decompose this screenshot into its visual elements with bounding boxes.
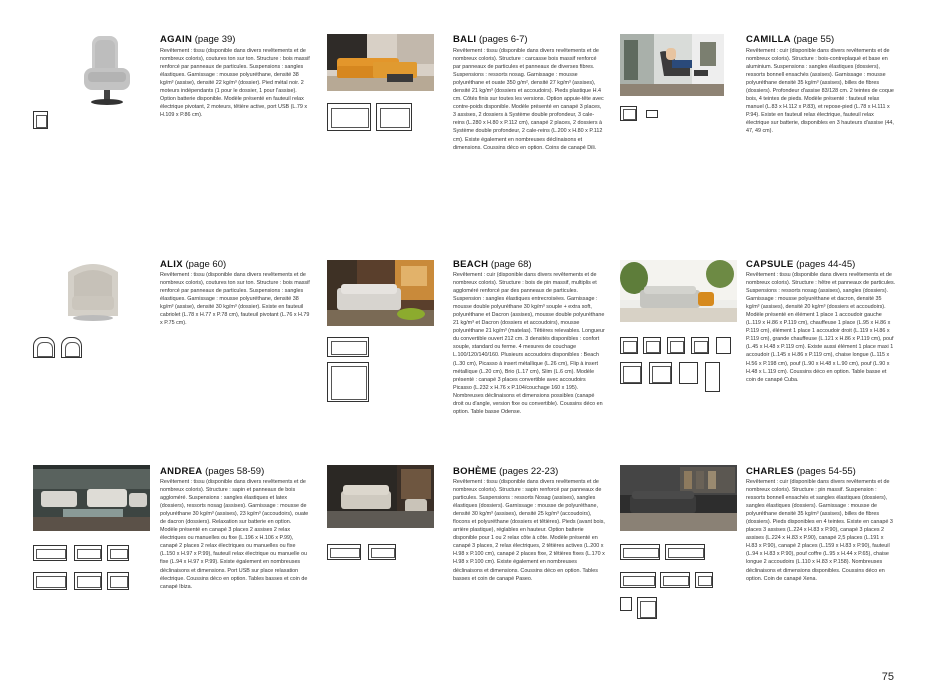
charles-sofa-3-places-2-seats-diagram (665, 544, 705, 560)
camilla-recliner-diagram (620, 106, 637, 121)
capsule-chauffeuse-diagram (643, 337, 661, 354)
bali-pages: (pages 6-7) (479, 34, 528, 45)
boheme-pages: (pages 22-23) (499, 466, 559, 477)
charles-pouf-coffre-diagram (620, 597, 632, 611)
boheme-sofa-2-places-diagram (368, 544, 396, 560)
alix-armchair-photo (62, 258, 124, 324)
beach-description: Revêtement : cuir (disponible dans divers revêtements et de nombreux coloris). Structure : bois de pin massif, multiplis et aggloméré renforcé par des panneaux de particules. Suspension : sangles élastiques entrecroisées. Garnissage : mousse double polyuréthane 30 kg/m³ souple + extra soft, polyuréthane et Dacron (assises), mousse double polyuréthane 21 kg/m³ et Dacron (dossiers et accoudoirs), mousse polyuréthane 21 kg/m³ (matelas). Têtières relevables. Longueur du convertible ouvert 212 cm. 3 densités disponibles : confort souple, standard ou ferme. 4 mesures de couchage L.100/120/140/160. Plusieurs accoudoirs disponibles : Beach (L.30 cm), Picasso à insert métallique (L.26 cm), Flip à insert métallique (L.20 cm), Brio (L.17 cm), Slim (L.6 cm). Modèle présenté : canapé 3 places convertible avec accoudoirs Picasso (L.232 x H.76 x P.104/couchage 160 x 195). Nombreuses déclinaisons et dimensions possibles (canapé droit ou d'angle, version fixe ou convertible). Coussins déco en option. Table basse Odense. (453, 272, 605, 415)
beach-pages: (page 68) (490, 259, 532, 270)
charles-chaise-longue-diagram (637, 597, 657, 619)
capsule-pouf-diagram (716, 337, 731, 354)
bali-sofa-photo (327, 34, 434, 91)
charles-sofa-2-places-diagram (660, 572, 690, 588)
capsule-chaise-longue-diagram (649, 362, 672, 384)
andrea-sofa-3-relax-diagram (33, 572, 67, 590)
bali-sofa-2-places-diagram (376, 103, 412, 131)
again-armchair-diagram (33, 111, 48, 129)
alix-pages: (page 60) (185, 259, 227, 270)
andrea-sofa-2-places-diagram (74, 545, 102, 561)
andrea-sofa-2-relax-diagram (74, 572, 102, 590)
camilla-pages: (page 55) (793, 34, 835, 45)
capsule-name: CAPSULE (746, 259, 794, 270)
capsule-sofa-photo (620, 260, 737, 322)
again-description: Revêtement : tissu (disponible dans divers revêtements et de nombreux coloris), coutures ton sur ton. Structure : bois massif renforcé par panneaux de particules. Suspensions : sangles élastiques. Garnissage : mousse polyuréthane, densité 38 kg/m³ (assise), densité 22 kg/m³ (dossier). Pied métal noir. 2 moteurs indépendants (1 pour le dossier, 1 pour l'assise). Option batterie disponible. Modèle présenté en fauteuil relax électrique pivotant, 2 moteurs, têtière active, port USB (L.79 x H.109 x P.86 cm). (160, 48, 310, 119)
charles-pages: (pages 54-55) (796, 466, 856, 477)
again-armchair-photo (76, 34, 138, 110)
charles-sofa-2-5-places-diagram (620, 572, 656, 588)
page-number: 75 (881, 671, 894, 683)
capsule-maxi-element-diagram (620, 362, 642, 384)
charles-name: CHARLES (746, 466, 795, 477)
capsule-pouf-long-diagram (705, 362, 720, 392)
boheme-sofa-photo (327, 465, 434, 528)
beach-sofa-closed-diagram (327, 337, 369, 357)
bali-description: Revêtement : tissu (disponible dans divers revêtements et de nombreux coloris). Structure : carcasse bois massif renforcé par panneaux de particules et panneaux de diverses fibres. Suspensions : ressorts nosag. Garnissage : mousse polyuréthane et ouate 350 g/m², densité 27 kg/m³ (assises), densité 21 kg/m³ (dossiers et accoudoirs). Pieds plastique H.4 cm. Côtés finis sur toutes les versions. Option appuie-tête avec contre-poids disponible. Modèle présenté en canapé 3 places, 3 assises, 2 dossiers à Système double profondeur, 3 cale-reins (L.280 x H.80 x P.112 cm), canapé 2 places, 2 dossiers à Système double profondeur, 2 cale-reins (L.200 x H.80 x P.112 cm). Existe également en nombreuses déclinaisons et dimensions. Coussins déco en option. Coins de canapé Dili. (453, 48, 604, 151)
charles-sofa-photo (620, 465, 737, 531)
capsule-grande-chauffeuse-diagram (691, 337, 709, 354)
capsule-element-left-diagram (620, 337, 638, 354)
alix-name: ALIX (160, 259, 183, 270)
andrea-description: Revêtement : tissu (disponible dans divers revêtements et de nombreux coloris). Structure : sapin et panneaux de bois aggloméré. Suspensions : sangles élastiques et latex (dossiers), ressorts nosag (assises). Garnissage : mousse de polyuréthane 30 kg/m³ (assises), 23 kg/m³ (accoudoirs), ouate de dacron (dossiers). Relaxation sur batterie en option. Modèle présenté en canapé 3 places 2 assises 2 relax électriques ou manuelles ou fixe (L.196 x H.106 x P.99), canapé 2 places 2 relax électriques ou manuelles ou fixe (L.150 x H.97 x P.99), fauteuil relax électrique ou manuelle ou fixe (L.94 x H.97 x P.99). Existe également en nombreuses déclinaisons et dimensions. Port USB sur place relaxation électrique. Coussins déco en option. Tables basses et coin de canapé Ibiza. (160, 479, 309, 590)
capsule-pages: (pages 44-45) (796, 259, 856, 270)
camilla-name: CAMILLA (746, 34, 791, 45)
beach-sofa-photo (327, 260, 434, 326)
alix-pivotant-diagram (61, 337, 82, 358)
capsule-description: Revêtement : tissu (disponible dans divers revêtements et de nombreux coloris). Structure : hêtre et panneaux de particules. Suspensions : ressorts nosag (assises), sangles (dossiers). Garnissage : mousse polyuréthane et dacron, densité 35 kg/m³ (assises), densité 20 kg/m³ (dossiers et accoudoirs). Modèle présenté en élément 1 place 1 accoudoir gauche (L.119 x H.86 x P.119 cm), chauffeuse 1 place (L.95 x H.86 x P.119 cm), élément 1 place 1 accoudoir droit (L.119 x H.86 x P.119 cm), grande chauffeuse (L.121 x H.86 x P.119 cm), pouf (L.45 x H.48 x P.119 cm). Existe aussi élément 1 place maxi 1 accoudoir (L.145 x H.86 x P.119 cm), chaise longue (L.115 x H.56 x P.198 cm), pouf (L.90 x H.48 x L.90 cm), pouf (L.90 x H.48 x L.119 cm). Coussins déco en option. Table basse et coin de canapé Cuba. (746, 272, 896, 383)
andrea-sofa-photo (33, 465, 150, 531)
capsule-pouf-square-diagram (679, 362, 698, 384)
capsule-element-right-diagram (667, 337, 685, 354)
boheme-sofa-3-places-diagram (327, 544, 361, 560)
andrea-relax-armchair-diagram (107, 572, 129, 590)
charles-sofa-3-places-diagram (620, 544, 660, 560)
andrea-sofa-3-places-diagram (33, 545, 67, 561)
andrea-pages: (pages 58-59) (205, 466, 265, 477)
beach-name: BEACH (453, 259, 489, 270)
again-pages: (page 39) (194, 34, 236, 45)
alix-cabriolet-diagram (33, 337, 55, 358)
camilla-recliner-photo (620, 34, 724, 96)
boheme-description: Revêtement : tissu (disponible dans divers revêtements et de nombreux coloris). Structure : sapin renforcé par panneaux de particules. Suspensions : ressorts Nosag (assises), sangles élastiques (dossiers). Garnissage : mousse de polyuréthane, densité 30 kg/m³ (assises), densité 25 kg/m³ (accoudoirs), flocons et polyuréthane (dossiers et têtières). Pieds (avant bois, arrière plastique), réglables en hauteur. Option batterie disponible pour 1 ou 2 relax côte à côte. Modèle présenté en canapé 3 places, 2 relax électriques, 2 têtières actives (L.200 x H.98 x P.100 cm), canapé 2 places fixe, 2 têtières fixes (L.170 x H.98 x P.100 cm). Existe également en nombreuses déclinaisons et dimensions. Coussins déco en option. Tables basses et coin de canapé Paseo. (453, 479, 605, 582)
charles-armchair-diagram (695, 572, 713, 588)
andrea-name: ANDREA (160, 466, 203, 477)
andrea-armchair-diagram (107, 545, 129, 561)
boheme-name: BOHÈME (453, 466, 497, 477)
again-name: AGAIN (160, 34, 193, 45)
charles-description: Revêtement : cuir (disponible dans divers revêtements et de nombreux coloris). Structure : pin massif. Suspension : ressorts bonnell ensachés et sangles élastiques (dossiers), sangles élastiques (dossiers). Garnissage : mousse de polyuréthane densité 35 kg/m³ (assises), billes de fibres (dossiers). Pieds disponibles en 4 teintes. Existe en canapé 3 places 3 assises (L.224 x H.83 x P.90), canapé 3 places 2 assises (L.224 x H.83 x P.90), canapé 2,5 places (L.191 x H.83 x P.90), canapé 2 places (L.159 x H.83 x P.90), fauteuil (L.94 x H.83 x P.90), pouf coffre (L.95 x H.44 x P.65), chaise longue 2 accoudoirs (L.110 x H.83 x P.158). Nombreuses déclinaisons et dimensions disponibles. Coussins déco en option. Coin de canapé Xena. (746, 479, 893, 582)
bali-name: BALI (453, 34, 477, 45)
beach-sofa-bed-open-diagram (327, 362, 369, 402)
alix-description: Revêtement : tissu (disponible dans divers revêtements et de nombreux coloris), coutures ton sur ton. Structure : bois massif renforcé par panneaux de particules. Suspensions : sangles élastiques. Garnissage : mousse polyuréthane, densité 38 kg/m³ (assise), densité 30 kg/m³ (dossier). Existe en fauteuil cabriolet (L.78 x H.77 x P.78 cm), fauteuil pivotant (L.76 x H.79 x P.75 cm). (160, 272, 310, 327)
camilla-footrest-diagram (646, 110, 658, 118)
camilla-description: Revêtement : cuir (disponible dans divers revêtements et de nombreux coloris). Structure : bois-contreplaqué et base en aluminium. Suspensions : sangles élastiques (dossiers), ressorts bonnell ensachés (assises). Garnissage : mousse polyuréthane densité 35 kg/m³ (assises), billes de fibres (dossiers). Profondeur d'assise 83/128 cm. 2 teintes de coque bois, 4 teintes de pieds. Modèle présenté : fauteuil relax manuel (L.83 x H.112 x P.83), et repose-pied (L.78 x H.111 x P.94). Existe en fauteuil relax électrique, fauteuil relax électrique sur batterie, disponibles en 3 hauteurs d'assise (44, 47, 49 cm). (746, 48, 894, 135)
bali-sofa-3-places-diagram (327, 103, 371, 131)
